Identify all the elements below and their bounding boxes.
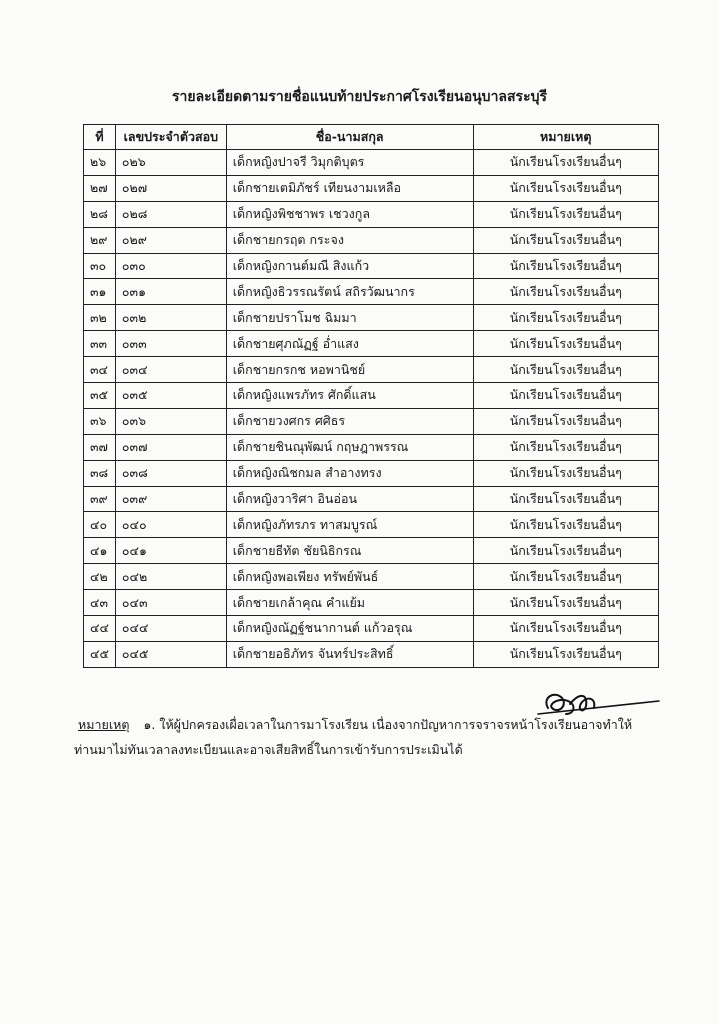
table-row xyxy=(84,564,659,590)
row-exam-id: ๐๒๘ xyxy=(115,201,226,227)
table-row xyxy=(84,512,659,538)
remark-line-1: ๑. ให้ผู้ปกครองเผื่อเวลาในการมาโรงเรียน เนื่องจากปัญหาการจราจรหน้าโรงเรียนอาจทำให้ xyxy=(143,717,633,732)
row-remark: นักเรียนโรงเรียนอื่นๆ xyxy=(473,641,658,667)
table-row xyxy=(84,616,659,642)
row-exam-id: ๐๓๑ xyxy=(115,279,226,305)
row-exam-id: ๐๔๕ xyxy=(115,641,226,667)
row-student-name: เด็กชายอธิภัทร จันทร์ประสิทธิ์ xyxy=(226,641,473,667)
table-row xyxy=(84,150,659,176)
table-row xyxy=(84,434,659,460)
table-row xyxy=(84,486,659,512)
row-student-name: เด็กชายศุภณัฏฐ์ อ่ำแสง xyxy=(226,331,473,357)
row-remark: นักเรียนโรงเรียนอื่นๆ xyxy=(473,486,658,512)
row-student-name: เด็กชายเตมิภัชร์ เทียนงามเหลือ xyxy=(226,175,473,201)
row-remark: นักเรียนโรงเรียนอื่นๆ xyxy=(473,460,658,486)
row-student-name: เด็กชายวงศกร ศศิธร xyxy=(226,408,473,434)
row-number: ๒๘ xyxy=(84,201,116,227)
row-number: ๓๐ xyxy=(84,253,116,279)
row-student-name: เด็กหญิงพอเพียง ทรัพย์พันธ์ xyxy=(226,564,473,590)
row-remark: นักเรียนโรงเรียนอื่นๆ xyxy=(473,305,658,331)
row-exam-id: ๐๔๐ xyxy=(115,512,226,538)
remark-label: หมายเหตุ xyxy=(78,717,130,732)
row-number: ๔๑ xyxy=(84,538,116,564)
row-remark: นักเรียนโรงเรียนอื่นๆ xyxy=(473,383,658,409)
table-row xyxy=(84,641,659,667)
row-remark: นักเรียนโรงเรียนอื่นๆ xyxy=(473,253,658,279)
row-exam-id: ๐๓๕ xyxy=(115,383,226,409)
row-student-name: เด็กหญิงแพรภัทร ศักดิ์แสน xyxy=(226,383,473,409)
row-number: ๓๖ xyxy=(84,408,116,434)
row-exam-id: ๐๒๗ xyxy=(115,175,226,201)
row-exam-id: ๐๓๒ xyxy=(115,305,226,331)
header-exam-id: เลขประจำตัวสอบ xyxy=(115,125,226,150)
row-student-name: เด็กหญิงกานต์มณี สิงแก้ว xyxy=(226,253,473,279)
row-number: ๓๒ xyxy=(84,305,116,331)
row-number: ๒๖ xyxy=(84,150,116,176)
row-number: ๓๙ xyxy=(84,486,116,512)
table-row xyxy=(84,331,659,357)
row-remark: นักเรียนโรงเรียนอื่นๆ xyxy=(473,227,658,253)
row-number: ๔๒ xyxy=(84,564,116,590)
row-number: ๓๓ xyxy=(84,331,116,357)
page-title: รายละเอียดตามรายชื่อแนบท้ายประกาศโรงเรียนอนุบาลสระบุรี xyxy=(171,89,548,105)
row-remark: นักเรียนโรงเรียนอื่นๆ xyxy=(473,616,658,642)
row-student-name: เด็กหญิงวาริศา อินอ่อน xyxy=(226,486,473,512)
row-remark: นักเรียนโรงเรียนอื่นๆ xyxy=(473,331,658,357)
row-student-name: เด็กหญิงปาจรี วิมุกติบุตร xyxy=(226,150,473,176)
table-row xyxy=(84,279,659,305)
header-number: ที่ xyxy=(84,125,116,150)
row-number: ๔๓ xyxy=(84,590,116,616)
table-row xyxy=(84,253,659,279)
row-exam-id: ๐๓๙ xyxy=(115,486,226,512)
row-number: ๔๐ xyxy=(84,512,116,538)
row-student-name: เด็กชายชินณุพัฒน์ กฤษฎาพรรณ xyxy=(226,434,473,460)
table-row xyxy=(84,357,659,383)
row-student-name: เด็กหญิงภัทรภร ทาสมบูรณ์ xyxy=(226,512,473,538)
table-body xyxy=(84,150,659,668)
row-exam-id: ๐๓๓ xyxy=(115,331,226,357)
row-remark: นักเรียนโรงเรียนอื่นๆ xyxy=(473,279,658,305)
row-student-name: เด็กชายกรกช หอพานิชย์ xyxy=(226,357,473,383)
row-exam-id: ๐๓๐ xyxy=(115,253,226,279)
table-row xyxy=(84,227,659,253)
table-row xyxy=(84,590,659,616)
row-exam-id: ๐๓๗ xyxy=(115,434,226,460)
row-number: ๓๔ xyxy=(84,357,116,383)
header-full-name: ชื่อ-นามสกุล xyxy=(226,125,473,150)
row-remark: นักเรียนโรงเรียนอื่นๆ xyxy=(473,201,658,227)
row-student-name: เด็กหญิงธิวรรณรัตน์ สถิรวัฒนากร xyxy=(226,279,473,305)
row-number: ๓๘ xyxy=(84,460,116,486)
row-number: ๒๙ xyxy=(84,227,116,253)
row-student-name: เด็กชายปราโมช ฉิมมา xyxy=(226,305,473,331)
row-student-name: เด็กชายเกล้าคุณ คำแย้ม xyxy=(226,590,473,616)
row-exam-id: ๐๔๔ xyxy=(115,616,226,642)
student-roster-table xyxy=(83,124,659,668)
row-exam-id: ๐๒๙ xyxy=(115,227,226,253)
table-row xyxy=(84,201,659,227)
table-header-row xyxy=(84,125,659,150)
table-row xyxy=(84,408,659,434)
row-number: ๔๕ xyxy=(84,641,116,667)
row-number: ๓๗ xyxy=(84,434,116,460)
row-number: ๒๗ xyxy=(84,175,116,201)
row-student-name: เด็กชายกรฤต กระจง xyxy=(226,227,473,253)
row-number: ๔๔ xyxy=(84,616,116,642)
row-remark: นักเรียนโรงเรียนอื่นๆ xyxy=(473,175,658,201)
row-remark: นักเรียนโรงเรียนอื่นๆ xyxy=(473,512,658,538)
table-row xyxy=(84,538,659,564)
table-row xyxy=(84,175,659,201)
header-remark: หมายเหตุ xyxy=(473,125,658,150)
row-exam-id: ๐๔๑ xyxy=(115,538,226,564)
row-student-name: เด็กหญิงณัฏฐ์ชนากานต์ แก้วอรุณ xyxy=(226,616,473,642)
row-number: ๓๕ xyxy=(84,383,116,409)
row-exam-id: ๐๓๔ xyxy=(115,357,226,383)
remark-block xyxy=(74,712,678,762)
table-row xyxy=(84,305,659,331)
row-remark: นักเรียนโรงเรียนอื่นๆ xyxy=(473,150,658,176)
row-remark: นักเรียนโรงเรียนอื่นๆ xyxy=(473,434,658,460)
row-exam-id: ๐๔๓ xyxy=(115,590,226,616)
row-remark: นักเรียนโรงเรียนอื่นๆ xyxy=(473,538,658,564)
row-student-name: เด็กหญิงพิชชาพร เชวงกูล xyxy=(226,201,473,227)
row-exam-id: ๐๒๖ xyxy=(115,150,226,176)
row-exam-id: ๐๓๘ xyxy=(115,460,226,486)
row-remark: นักเรียนโรงเรียนอื่นๆ xyxy=(473,590,658,616)
row-student-name: เด็กชายธีทัต ชัยนิธิกรณ xyxy=(226,538,473,564)
table-row xyxy=(84,383,659,409)
row-remark: นักเรียนโรงเรียนอื่นๆ xyxy=(473,564,658,590)
row-remark: นักเรียนโรงเรียนอื่นๆ xyxy=(473,357,658,383)
table-row xyxy=(84,460,659,486)
remark-line-2: ท่านมาไม่ทันเวลาลงทะเบียนและอาจเสียสิทธิ์ในการเข้ารับการประเมินได้ xyxy=(74,742,463,757)
row-exam-id: ๐๓๖ xyxy=(115,408,226,434)
row-exam-id: ๐๔๒ xyxy=(115,564,226,590)
row-remark: นักเรียนโรงเรียนอื่นๆ xyxy=(473,408,658,434)
row-student-name: เด็กหญิงณิชกมล สำอางทรง xyxy=(226,460,473,486)
row-number: ๓๑ xyxy=(84,279,116,305)
